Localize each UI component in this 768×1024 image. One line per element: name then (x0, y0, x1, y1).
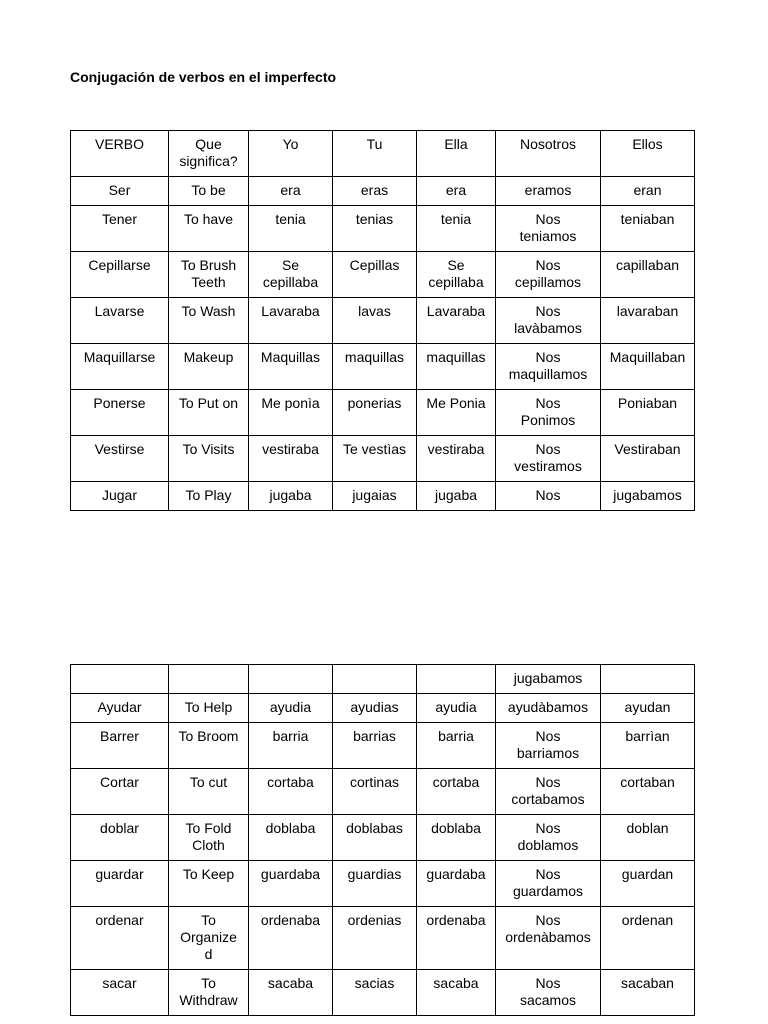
table-cell: guardaba (249, 861, 333, 907)
table-row (71, 665, 695, 694)
table-cell: To Keep (169, 861, 249, 907)
table-cell: jugabamos (601, 482, 695, 511)
table-cell: era (249, 177, 333, 206)
table-cell: Nos cortabamos (496, 769, 601, 815)
table-cell: To Put on (169, 390, 249, 436)
table-cell: To Broom (169, 723, 249, 769)
table-cell: Nos (496, 482, 601, 511)
table-cell: guardan (601, 861, 695, 907)
table-cell (601, 665, 695, 694)
table-cell: Cepillas (333, 252, 417, 298)
table-cell: Nos barriamos (496, 723, 601, 769)
table-cell: sacaban (601, 970, 695, 1016)
table-cell: To Help (169, 694, 249, 723)
table-cell: To Wash (169, 298, 249, 344)
table-cell: doblabas (333, 815, 417, 861)
table-cell: ordenias (333, 907, 417, 970)
table-cell: VERBO (71, 131, 169, 177)
table-cell: cortinas (333, 769, 417, 815)
table-cell: Jugar (71, 482, 169, 511)
table-cell: ordenaba (417, 907, 496, 970)
table-cell: maquillas (333, 344, 417, 390)
table-row (71, 723, 695, 769)
table-cell: teniaban (601, 206, 695, 252)
table-cell: sacaba (417, 970, 496, 1016)
table-cell: doblaba (417, 815, 496, 861)
table-cell: doblaba (249, 815, 333, 861)
table-cell: Se cepillaba (417, 252, 496, 298)
table-cell (71, 665, 169, 694)
table-cell: To Brush Teeth (169, 252, 249, 298)
table-cell: To have (169, 206, 249, 252)
table-cell: maquillas (417, 344, 496, 390)
table-cell: Ayudar (71, 694, 169, 723)
table-cell: sacar (71, 970, 169, 1016)
table-cell: jugaba (249, 482, 333, 511)
table-cell: era (417, 177, 496, 206)
table-cell: Ser (71, 177, 169, 206)
table-cell: lavaraban (601, 298, 695, 344)
table-cell: guardias (333, 861, 417, 907)
table-cell: ayudàbamos (496, 694, 601, 723)
table-cell: ordenaba (249, 907, 333, 970)
table-cell: Nos lavàbamos (496, 298, 601, 344)
table-cell: To be (169, 177, 249, 206)
table-cell: Nos cepillamos (496, 252, 601, 298)
table-cell: Makeup (169, 344, 249, 390)
table-cell: Que significa? (169, 131, 249, 177)
table-cell: doblar (71, 815, 169, 861)
table-cell: eras (333, 177, 417, 206)
table-cell: ordenan (601, 907, 695, 970)
table-cell: Poniaban (601, 390, 695, 436)
table-cell: Maquillas (249, 344, 333, 390)
document-title: Conjugación de verbos en el imperfecto (70, 69, 337, 85)
table-cell: Tener (71, 206, 169, 252)
table-row (71, 482, 695, 511)
table-cell: ordenar (71, 907, 169, 970)
table-row (71, 206, 695, 252)
table-row (71, 436, 695, 482)
table-cell: Nos maquillamos (496, 344, 601, 390)
table-cell: ayudan (601, 694, 695, 723)
table-cell: capillaban (601, 252, 695, 298)
table-cell (417, 665, 496, 694)
table-cell: Nos vestiramos (496, 436, 601, 482)
table-cell: Nos ordenàbamos (496, 907, 601, 970)
table-cell: Vestiraban (601, 436, 695, 482)
table-cell: guardar (71, 861, 169, 907)
table-cell: Cortar (71, 769, 169, 815)
table-row (71, 252, 695, 298)
table-cell: Lavaraba (417, 298, 496, 344)
table-cell: ayudia (417, 694, 496, 723)
table-cell: Me ponìa (249, 390, 333, 436)
table-cell: To Fold Cloth (169, 815, 249, 861)
table-cell: Maquillaban (601, 344, 695, 390)
table-cell: Tu (333, 131, 417, 177)
table-cell: Lavaraba (249, 298, 333, 344)
table-cell: Yo (249, 131, 333, 177)
table-cell: To Play (169, 482, 249, 511)
conjugation-table-1 (70, 130, 695, 511)
table-cell: Nos teniamos (496, 206, 601, 252)
table-cell: Barrer (71, 723, 169, 769)
table-cell: tenia (249, 206, 333, 252)
table-cell: cortaban (601, 769, 695, 815)
table-cell: Nos guardamos (496, 861, 601, 907)
table-row (71, 694, 695, 723)
table-cell: barria (417, 723, 496, 769)
table-cell: Se cepillaba (249, 252, 333, 298)
table-cell: doblan (601, 815, 695, 861)
table-row (71, 390, 695, 436)
table-cell: To Visits (169, 436, 249, 482)
table-cell: Nos Ponimos (496, 390, 601, 436)
table-cell: Lavarse (71, 298, 169, 344)
table-row (71, 344, 695, 390)
table-cell: Cepillarse (71, 252, 169, 298)
table-cell: vestiraba (249, 436, 333, 482)
table-cell: tenia (417, 206, 496, 252)
table-cell: ayudias (333, 694, 417, 723)
table-cell: Ponerse (71, 390, 169, 436)
table-cell: vestiraba (417, 436, 496, 482)
table-cell: To Organize d (169, 907, 249, 970)
table-cell: Nos sacamos (496, 970, 601, 1016)
table-cell: Nos doblamos (496, 815, 601, 861)
table-cell: Ellos (601, 131, 695, 177)
table-cell (249, 665, 333, 694)
table-cell: sacias (333, 970, 417, 1016)
table-cell: To cut (169, 769, 249, 815)
table-cell (333, 665, 417, 694)
table-cell: cortaba (249, 769, 333, 815)
table-row (71, 131, 695, 177)
table-cell: Me Ponia (417, 390, 496, 436)
table-cell: Maquillarse (71, 344, 169, 390)
table-cell: eramos (496, 177, 601, 206)
table-cell: Nosotros (496, 131, 601, 177)
table-row (71, 177, 695, 206)
table-cell: ayudia (249, 694, 333, 723)
table-cell: lavas (333, 298, 417, 344)
table-cell: guardaba (417, 861, 496, 907)
table-cell: barrias (333, 723, 417, 769)
table-cell: jugaba (417, 482, 496, 511)
table-cell: jugaias (333, 482, 417, 511)
table-row (71, 815, 695, 861)
table-cell: barria (249, 723, 333, 769)
table-row (71, 970, 695, 1016)
table-cell: jugabamos (496, 665, 601, 694)
table-cell: Vestirse (71, 436, 169, 482)
table-cell: ponerias (333, 390, 417, 436)
table-row (71, 861, 695, 907)
table-row (71, 907, 695, 970)
table-cell (169, 665, 249, 694)
table-cell: To Withdraw (169, 970, 249, 1016)
table-cell: barrìan (601, 723, 695, 769)
table-cell: eran (601, 177, 695, 206)
table-cell: cortaba (417, 769, 496, 815)
table-cell: tenias (333, 206, 417, 252)
table-row (71, 298, 695, 344)
table-cell: Ella (417, 131, 496, 177)
conjugation-table-2 (70, 664, 695, 1016)
table-row (71, 769, 695, 815)
table-cell: sacaba (249, 970, 333, 1016)
table-cell: Te vestìas (333, 436, 417, 482)
